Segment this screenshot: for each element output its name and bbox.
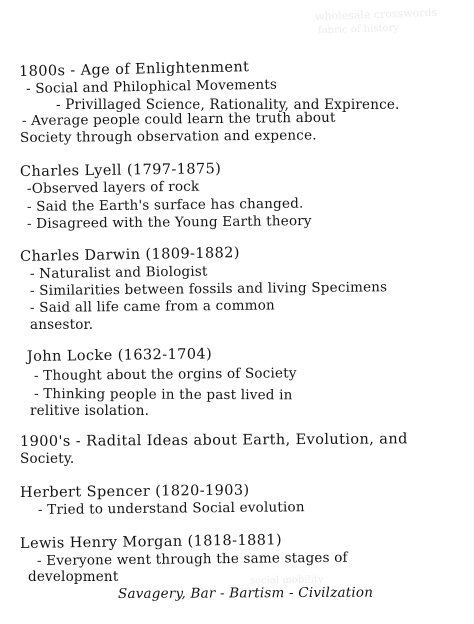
note-line: - Said the Earth's surface has changed. xyxy=(26,195,304,215)
note-line: Savagery, Bar - Bartism - Civilzation xyxy=(117,584,374,602)
note-line: Society through observation and expence. xyxy=(19,127,317,146)
note-line: development xyxy=(28,569,119,585)
note-line: - Thinking people in the past lived in xyxy=(33,386,293,404)
note-line: ansestor. xyxy=(30,317,94,333)
note-line: - Privillaged Science, Rationality, and Expirence. xyxy=(56,97,400,113)
note-line: - Social and Philophical Movements xyxy=(25,76,278,97)
note-line: - Naturalist and Biologist xyxy=(29,263,208,282)
section-heading-charles-darwin: Charles Darwin (1809-1882) xyxy=(19,245,241,265)
note-line: - Average people could learn the truth about xyxy=(21,109,336,129)
section-heading-herbert-spencer: Herbert Spencer (1820-1903) xyxy=(19,482,250,501)
section-heading-1800s: 1800s - Age of Enlightenment xyxy=(18,59,250,80)
section-heading-charles-lyell: Charles Lyell (1797-1875) xyxy=(19,161,222,180)
note-line: - Said all life came from a common xyxy=(29,297,275,316)
note-line: - Similarities between fossils and living Specimens xyxy=(29,279,388,299)
section-heading-1900s: 1900's - Radital Ideas about Earth, Evolution, and xyxy=(19,431,408,450)
bleed-through-text: fabric of history xyxy=(317,22,400,37)
bleed-through-text: wholesale crosswords xyxy=(314,5,438,24)
section-heading-lewis-henry-morgan: Lewis Henry Morgan (1818-1881) xyxy=(19,532,283,552)
note-line: relitive isolation. xyxy=(30,403,150,419)
bleed-through-text: social mobility xyxy=(249,574,324,587)
note-line: - Disagreed with the Young Earth theory xyxy=(26,213,312,232)
note-line: - Thought about the orgins of Society xyxy=(33,365,297,384)
section-heading-john-locke: John Locke (1632-1704) xyxy=(26,346,213,365)
note-line: - Everyone went through the same stages of xyxy=(36,549,348,569)
note-line: Society. xyxy=(20,451,75,467)
note-line: -Observed layers of rock xyxy=(26,178,200,197)
note-line: - Tried to understand Social evolution xyxy=(37,499,305,518)
